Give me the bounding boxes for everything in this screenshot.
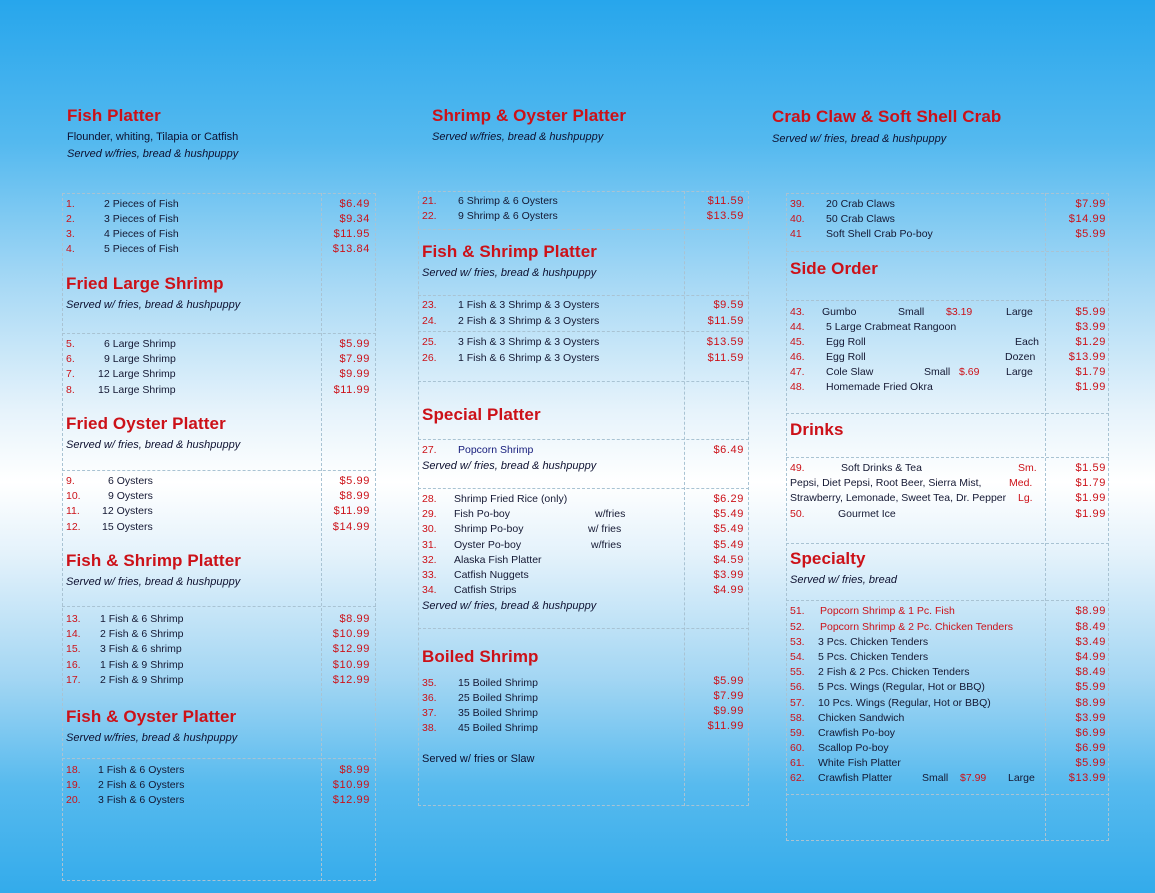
item-name: Shrimp Fried Rice (only)	[454, 493, 568, 505]
section-title-special: Special Platter	[422, 405, 541, 424]
item-price: $13.59	[706, 336, 744, 348]
item-price: $7.99	[713, 690, 744, 702]
item-number: 1.	[66, 198, 75, 210]
item-name: 2 Fish & 9 Shrimp	[100, 674, 184, 686]
item-size: Large	[1006, 366, 1033, 378]
item-number: 47.	[790, 366, 805, 378]
section-title-boiled-shrimp: Boiled Shrimp	[422, 647, 539, 666]
item-name: 2 Pieces of Fish	[104, 198, 179, 210]
item-price: $13.99	[1068, 772, 1106, 784]
item-price: $11.99	[333, 384, 370, 396]
item-price: $1.79	[1075, 366, 1106, 378]
item-number: 30.	[422, 523, 437, 535]
item-number: 43.	[790, 306, 805, 318]
item-name: 3 Fish & 6 shrimp	[100, 643, 182, 655]
grid-divider	[786, 457, 1109, 458]
item-number: 9.	[66, 475, 75, 487]
item-description: Strawberry, Lemonade, Sweet Tea, Dr. Pepper	[790, 492, 1007, 504]
item-price: $9.59	[713, 299, 744, 311]
item-price: $6.29	[713, 493, 744, 505]
grid-divider	[418, 229, 749, 230]
item-price: $11.99	[707, 720, 744, 732]
item-number: 57.	[790, 697, 805, 709]
item-name: Soft Drinks & Tea	[841, 462, 922, 474]
item-size: Med.	[1009, 477, 1033, 489]
item-number: 38.	[422, 722, 437, 734]
section-desc: Served w/ fries, bread & hushpuppy	[66, 439, 241, 451]
item-name: 6 Large Shrimp	[104, 338, 176, 350]
item-number: 25.	[422, 336, 437, 348]
section-desc: Served w/ fries, bread & hushpuppy	[422, 460, 597, 472]
item-price: $11.59	[707, 315, 744, 327]
item-number: 54.	[790, 651, 805, 663]
item-number: 61.	[790, 757, 805, 769]
item-price: $8.99	[339, 490, 370, 502]
item-number: 22.	[422, 210, 437, 222]
item-note: w/fries	[591, 539, 622, 551]
item-number: 50.	[790, 508, 805, 520]
item-number: 53.	[790, 636, 805, 648]
item-name: Catfish Nuggets	[454, 569, 529, 581]
section-title-fried-large-shrimp: Fried Large Shrimp	[66, 274, 224, 293]
item-size: Lg.	[1018, 492, 1033, 504]
grid-divider	[62, 333, 376, 334]
item-price: $3.99	[713, 569, 744, 581]
section-title-fish-shrimp-oyster: Fish & Shrimp Platter	[422, 242, 597, 261]
section-title-drinks: Drinks	[790, 420, 844, 439]
item-price: $1.59	[1075, 462, 1106, 474]
menu-column-right	[772, 0, 1109, 893]
item-price: $13.84	[332, 243, 370, 255]
section-desc: Served w/ fries, bread & hushpuppy	[422, 600, 597, 612]
item-number: 32.	[422, 554, 437, 566]
menu-column-left	[62, 0, 376, 893]
item-price: $7.99	[339, 353, 370, 365]
item-number: 41	[790, 228, 802, 240]
item-name: 12 Oysters	[102, 505, 153, 517]
item-size: Small	[898, 306, 925, 318]
section-desc: Served w/ fries, bread	[790, 574, 897, 586]
item-small-price: $7.99	[960, 772, 987, 784]
item-name: 12 Large Shrimp	[98, 368, 176, 380]
item-name: Chicken Sandwich	[818, 712, 905, 724]
item-number: 2.	[66, 213, 75, 225]
item-price: $5.49	[713, 539, 744, 551]
item-price: $9.99	[713, 705, 744, 717]
item-name: Gumbo	[822, 306, 857, 318]
grid-frame	[62, 193, 376, 881]
item-name: 9 Shrimp & 6 Oysters	[458, 210, 558, 222]
item-price: $9.99	[339, 368, 370, 380]
grid-divider	[418, 331, 749, 332]
item-name: 15 Large Shrimp	[98, 384, 176, 396]
item-number: 58.	[790, 712, 805, 724]
section-title-crab: Crab Claw & Soft Shell Crab	[772, 107, 1002, 126]
item-name: 50 Crab Claws	[826, 213, 895, 225]
item-name: 2 Fish & 6 Oysters	[98, 779, 185, 791]
item-number: 36.	[422, 692, 437, 704]
item-number: 20.	[66, 794, 81, 806]
item-number: 21.	[422, 195, 437, 207]
grid-divider	[62, 758, 376, 759]
item-name: 3 Pcs. Chicken Tenders	[818, 636, 929, 648]
item-price: $6.99	[1075, 742, 1106, 754]
item-price: $11.59	[707, 195, 744, 207]
grid-divider	[786, 794, 1109, 795]
item-number: 5.	[66, 338, 75, 350]
item-name: 1 Fish & 6 Shrimp	[100, 613, 184, 625]
grid-divider	[418, 295, 749, 296]
item-number: 37.	[422, 707, 437, 719]
item-size: Each	[1015, 336, 1039, 348]
item-number: 8.	[66, 384, 75, 396]
grid-divider	[418, 381, 749, 382]
item-name: 35 Boiled Shrimp	[458, 707, 538, 719]
item-size: Large	[1006, 306, 1033, 318]
section-desc: Served w/fries, bread & hushpuppy	[66, 732, 238, 744]
item-number: 18.	[66, 764, 81, 776]
item-price: $1.79	[1075, 477, 1106, 489]
section-desc: Served w/ fries, bread & hushpuppy	[66, 576, 241, 588]
grid-divider	[786, 251, 1109, 252]
item-size: Small	[924, 366, 951, 378]
item-number: 19.	[66, 779, 81, 791]
item-price: $5.99	[1075, 757, 1106, 769]
item-name: Popcorn Shrimp & 2 Pc. Chicken Tenders	[820, 621, 1013, 633]
item-number: 24.	[422, 315, 437, 327]
item-price: $5.99	[339, 475, 370, 487]
item-name: 5 Pieces of Fish	[104, 243, 179, 255]
item-number: 14.	[66, 628, 81, 640]
section-desc: Served w/ fries or Slaw	[422, 753, 535, 765]
item-name: 1 Fish & 6 Shrimp & 3 Oysters	[458, 352, 600, 364]
item-name: 15 Boiled Shrimp	[458, 677, 538, 689]
item-note: w/fries	[595, 508, 626, 520]
item-number: 16.	[66, 659, 81, 671]
item-price: $4.99	[713, 584, 744, 596]
item-price: $11.99	[333, 505, 370, 517]
item-number: 15.	[66, 643, 81, 655]
item-price: $13.59	[706, 210, 744, 222]
section-title-fried-oyster: Fried Oyster Platter	[66, 414, 226, 433]
item-price: $8.49	[1075, 666, 1106, 678]
grid-divider	[321, 193, 322, 881]
item-price: $1.99	[1075, 492, 1106, 504]
section-desc: Flounder, whiting, Tilapia or Catfish	[67, 131, 239, 143]
item-number: 12.	[66, 521, 81, 533]
item-name: 6 Oysters	[108, 475, 153, 487]
item-price: $5.49	[713, 523, 744, 535]
item-name: Shrimp Po-boy	[454, 523, 524, 535]
item-price: $5.99	[339, 338, 370, 350]
item-price: $14.99	[332, 521, 370, 533]
item-name: Oyster Po-boy	[454, 539, 522, 551]
item-number: 56.	[790, 681, 805, 693]
item-price: $6.49	[713, 444, 744, 456]
item-number: 23.	[422, 299, 437, 311]
item-number: 59.	[790, 727, 805, 739]
item-price: $10.99	[332, 659, 370, 671]
item-name: 45 Boiled Shrimp	[458, 722, 538, 734]
item-name: 1 Fish & 6 Oysters	[98, 764, 185, 776]
item-number: 52.	[790, 621, 805, 633]
item-number: 46.	[790, 351, 805, 363]
grid-divider	[418, 488, 749, 489]
section-title-side-order: Side Order	[790, 259, 878, 278]
item-price: $6.49	[339, 198, 370, 210]
item-name: 20 Crab Claws	[826, 198, 895, 210]
item-number: 62.	[790, 772, 805, 784]
item-price: $5.49	[713, 508, 744, 520]
item-name: Fish Po-boy	[454, 508, 511, 520]
grid-divider	[786, 543, 1109, 544]
item-name: Egg Roll	[826, 351, 866, 363]
grid-divider	[786, 600, 1109, 601]
item-price: $12.99	[332, 643, 370, 655]
item-number: 17.	[66, 674, 81, 686]
item-price: $4.59	[713, 554, 744, 566]
item-name: Catfish Strips	[454, 584, 517, 596]
grid-divider	[418, 439, 749, 440]
item-name: Cole Slaw	[826, 366, 874, 378]
section-title-fish-oyster: Fish & Oyster Platter	[66, 707, 237, 726]
item-price: $5.99	[1075, 681, 1106, 693]
item-number: 7.	[66, 368, 75, 380]
item-name: Soft Shell Crab Po-boy	[826, 228, 933, 240]
menu-column-middle	[418, 0, 749, 893]
item-name: 1 Fish & 9 Shrimp	[100, 659, 184, 671]
section-desc: Served w/ fries, bread & hushpuppy	[772, 133, 947, 145]
item-price: $14.99	[1068, 213, 1106, 225]
grid-divider	[786, 413, 1109, 414]
item-price: $7.99	[1075, 198, 1106, 210]
item-name: Egg Roll	[826, 336, 866, 348]
item-number: 31.	[422, 539, 437, 551]
item-number: 48.	[790, 381, 805, 393]
item-size: Sm.	[1018, 462, 1037, 474]
item-number: 27.	[422, 444, 437, 456]
item-name: 5 Pcs. Wings (Regular, Hot or BBQ)	[818, 681, 985, 693]
item-number: 55.	[790, 666, 805, 678]
item-number: 40.	[790, 213, 805, 225]
item-name: 9 Oysters	[108, 490, 153, 502]
item-size: Large	[1008, 772, 1035, 784]
item-name: Gourmet Ice	[838, 508, 896, 520]
item-name: 10 Pcs. Wings (Regular, Hot or BBQ)	[818, 697, 991, 709]
item-price: $11.59	[707, 352, 744, 364]
item-number: 44.	[790, 321, 805, 333]
item-name: 15 Oysters	[102, 521, 153, 533]
item-price: $12.99	[332, 794, 370, 806]
item-number: 51.	[790, 605, 805, 617]
item-name: 3 Fish & 6 Oysters	[98, 794, 185, 806]
item-price: $3.49	[1075, 636, 1106, 648]
item-price: $6.99	[1075, 727, 1106, 739]
item-name: Homemade Fried Okra	[826, 381, 933, 393]
section-title-fish-shrimp: Fish & Shrimp Platter	[66, 551, 241, 570]
item-small-price: $.69	[959, 366, 980, 378]
item-name: Crawfish Platter	[818, 772, 893, 784]
item-name: 1 Fish & 3 Shrimp & 3 Oysters	[458, 299, 600, 311]
item-name: Popcorn Shrimp & 1 Pc. Fish	[820, 605, 955, 617]
item-price: $5.99	[713, 675, 744, 687]
item-number: 34.	[422, 584, 437, 596]
item-name: 2 Fish & 3 Shrimp & 3 Oysters	[458, 315, 600, 327]
item-number: 13.	[66, 613, 81, 625]
section-title-specialty: Specialty	[790, 549, 866, 568]
item-number: 28.	[422, 493, 437, 505]
grid-divider	[418, 628, 749, 629]
item-price: $8.99	[1075, 605, 1106, 617]
section-title-fish-platter: Fish Platter	[67, 106, 161, 125]
section-desc: Served w/ fries, bread & hushpuppy	[422, 267, 597, 279]
item-price: $12.99	[332, 674, 370, 686]
item-name: 4 Pieces of Fish	[104, 228, 179, 240]
item-price: $13.99	[1068, 351, 1106, 363]
item-number: 26.	[422, 352, 437, 364]
item-name: 2 Fish & 2 Pcs. Chicken Tenders	[818, 666, 970, 678]
item-price: $1.99	[1075, 508, 1106, 520]
item-price: $1.29	[1075, 336, 1106, 348]
grid-divider	[62, 606, 376, 607]
item-price: $8.99	[339, 764, 370, 776]
item-price: $8.99	[1075, 697, 1106, 709]
item-name: 5 Pcs. Chicken Tenders	[818, 651, 929, 663]
item-number: 6.	[66, 353, 75, 365]
item-name: 25 Boiled Shrimp	[458, 692, 538, 704]
item-price: $10.99	[332, 628, 370, 640]
item-size: Dozen	[1005, 351, 1036, 363]
item-description: Pepsi, Diet Pepsi, Root Beer, Sierra Mist,	[790, 477, 982, 489]
item-name: 3 Pieces of Fish	[104, 213, 179, 225]
section-desc: Served w/fries, bread & hushpuppy	[432, 131, 604, 143]
item-price: $8.99	[339, 613, 370, 625]
item-price: $1.99	[1075, 381, 1106, 393]
item-name: 2 Fish & 6 Shrimp	[100, 628, 184, 640]
item-number: 60.	[790, 742, 805, 754]
item-number: 11.	[66, 505, 80, 517]
item-number: 3.	[66, 228, 75, 240]
item-name: 3 Fish & 3 Shrimp & 3 Oysters	[458, 336, 600, 348]
item-number: 39.	[790, 198, 805, 210]
item-number: 4.	[66, 243, 75, 255]
item-size: Small	[922, 772, 949, 784]
grid-divider	[786, 300, 1109, 301]
item-small-price: $3.19	[946, 306, 973, 318]
item-price: $3.99	[1075, 321, 1106, 333]
item-name: Crawfish Po-boy	[818, 727, 896, 739]
item-name: Alaska Fish Platter	[454, 554, 542, 566]
item-price: $5.99	[1075, 306, 1106, 318]
item-name: Scallop Po-boy	[818, 742, 889, 754]
item-number: 35.	[422, 677, 437, 689]
grid-divider	[62, 470, 376, 471]
item-number: 29.	[422, 508, 437, 520]
item-number: 49.	[790, 462, 805, 474]
item-number: 33.	[422, 569, 437, 581]
item-price: $8.49	[1075, 621, 1106, 633]
item-number: 45.	[790, 336, 805, 348]
item-name: 5 Large Crabmeat Rangoon	[826, 321, 957, 333]
item-price: $10.99	[332, 779, 370, 791]
item-price: $5.99	[1075, 228, 1106, 240]
item-note: w/ fries	[588, 523, 622, 535]
item-price: $3.99	[1075, 712, 1106, 724]
item-price: $4.99	[1075, 651, 1106, 663]
item-price: $9.34	[339, 213, 370, 225]
section-desc: Served w/fries, bread & hushpuppy	[67, 148, 239, 160]
item-name: 6 Shrimp & 6 Oysters	[458, 195, 558, 207]
item-name: Popcorn Shrimp	[458, 444, 534, 456]
section-title-shrimp-oyster: Shrimp & Oyster Platter	[432, 106, 627, 125]
item-name: 9 Large Shrimp	[104, 353, 176, 365]
section-desc: Served w/ fries, bread & hushpuppy	[66, 299, 241, 311]
item-price: $11.95	[333, 228, 370, 240]
item-number: 10.	[66, 490, 81, 502]
item-name: White Fish Platter	[818, 757, 901, 769]
